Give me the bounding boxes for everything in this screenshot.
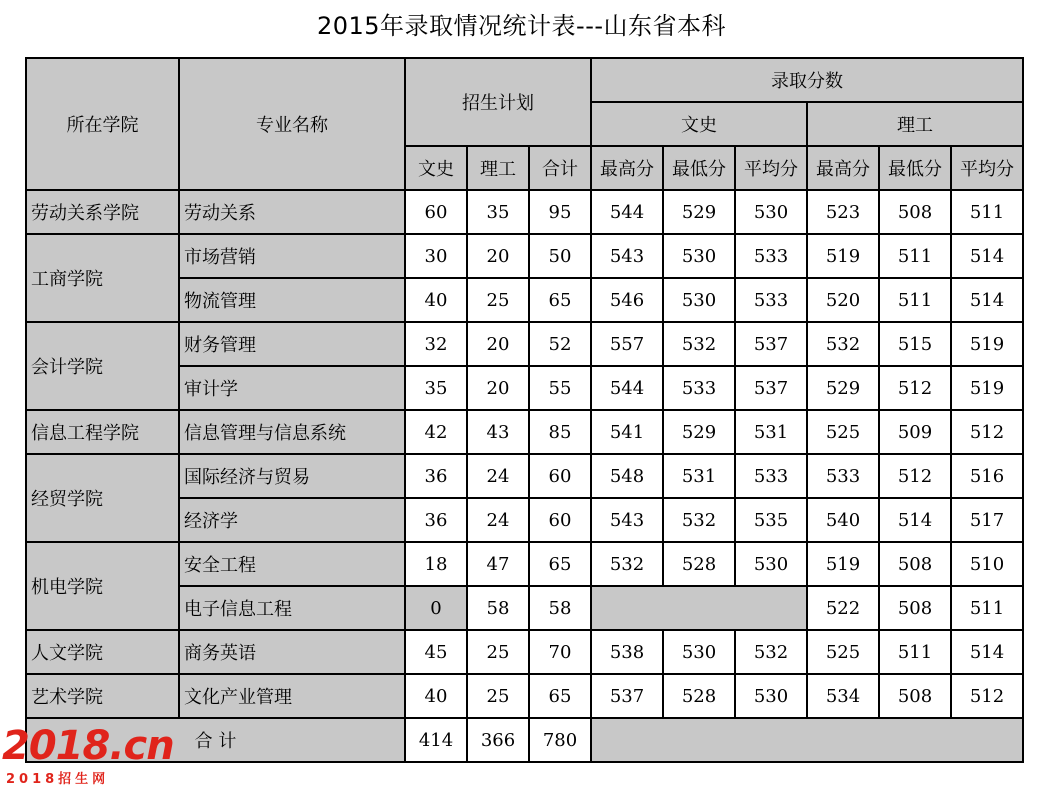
wenshi-min-cell: 530 <box>663 278 735 322</box>
header-plan-wenshi: 文史 <box>405 146 467 190</box>
plan-total-cell: 55 <box>529 366 591 410</box>
total-plan-cell: 780 <box>529 718 591 762</box>
college-name-cell: 会计学院 <box>26 322 179 410</box>
header-plan-total: 合计 <box>529 146 591 190</box>
wenshi-max-cell: 557 <box>591 322 663 366</box>
header-ligong-min: 最低分 <box>879 146 951 190</box>
ligong-max-cell: 534 <box>807 674 879 718</box>
plan-wenshi-cell: 36 <box>405 498 467 542</box>
ligong-avg-cell: 511 <box>951 190 1023 234</box>
plan-total-cell: 70 <box>529 630 591 674</box>
watermark-sub: 2018招生网 <box>6 772 110 787</box>
wenshi-min-cell: 529 <box>663 190 735 234</box>
ligong-avg-cell: 516 <box>951 454 1023 498</box>
plan-ligong-cell: 20 <box>467 234 529 278</box>
plan-ligong-cell: 25 <box>467 630 529 674</box>
wenshi-avg-cell: 537 <box>735 322 807 366</box>
college-name-cell: 人文学院 <box>26 630 179 674</box>
wenshi-avg-cell: 533 <box>735 234 807 278</box>
wenshi-avg-cell: 530 <box>735 542 807 586</box>
wenshi-avg-cell: 533 <box>735 278 807 322</box>
watermark-main: 2018.cn <box>2 723 174 769</box>
college-name-cell: 信息工程学院 <box>26 410 179 454</box>
wenshi-max-cell: 538 <box>591 630 663 674</box>
plan-wenshi-cell: 36 <box>405 454 467 498</box>
wenshi-avg-cell: 537 <box>735 366 807 410</box>
ligong-avg-cell: 519 <box>951 322 1023 366</box>
wenshi-avg-cell: 535 <box>735 498 807 542</box>
ligong-min-cell: 512 <box>879 454 951 498</box>
ligong-avg-cell: 517 <box>951 498 1023 542</box>
ligong-avg-cell: 512 <box>951 674 1023 718</box>
wenshi-min-cell: 528 <box>663 542 735 586</box>
major-name-cell: 国际经济与贸易 <box>179 454 405 498</box>
ligong-avg-cell: 514 <box>951 278 1023 322</box>
table-row <box>26 190 1023 234</box>
ligong-avg-cell: 511 <box>951 586 1023 630</box>
wenshi-min-cell: 532 <box>663 322 735 366</box>
admission-stats-table <box>25 57 1024 763</box>
total-ligong-cell: 366 <box>467 718 529 762</box>
ligong-max-cell: 519 <box>807 234 879 278</box>
ligong-avg-cell: 512 <box>951 410 1023 454</box>
plan-wenshi-cell: 40 <box>405 674 467 718</box>
plan-ligong-cell: 25 <box>467 674 529 718</box>
ligong-min-cell: 514 <box>879 498 951 542</box>
plan-wenshi-cell: 42 <box>405 410 467 454</box>
major-name-cell: 文化产业管理 <box>179 674 405 718</box>
ligong-max-cell: 520 <box>807 278 879 322</box>
header-wenshi: 文史 <box>591 102 807 146</box>
wenshi-max-cell: 544 <box>591 190 663 234</box>
major-name-cell: 安全工程 <box>179 542 405 586</box>
plan-wenshi-cell: 18 <box>405 542 467 586</box>
plan-ligong-cell: 35 <box>467 190 529 234</box>
ligong-min-cell: 511 <box>879 234 951 278</box>
header-ligong-avg: 平均分 <box>951 146 1023 190</box>
header-wenshi-min: 最低分 <box>663 146 735 190</box>
wenshi-avg-cell: 533 <box>735 454 807 498</box>
ligong-max-cell: 523 <box>807 190 879 234</box>
wenshi-min-cell: 531 <box>663 454 735 498</box>
plan-total-cell: 52 <box>529 322 591 366</box>
ligong-max-cell: 525 <box>807 410 879 454</box>
major-name-cell: 劳动关系 <box>179 190 405 234</box>
ligong-min-cell: 511 <box>879 278 951 322</box>
table-row <box>26 234 1023 278</box>
plan-ligong-cell: 24 <box>467 498 529 542</box>
plan-ligong-cell: 47 <box>467 542 529 586</box>
total-label-cell: 合 计 <box>26 718 405 762</box>
wenshi-avg-cell: 530 <box>735 190 807 234</box>
header-wenshi-avg: 平均分 <box>735 146 807 190</box>
header-plan: 招生计划 <box>405 58 591 146</box>
ligong-min-cell: 509 <box>879 410 951 454</box>
plan-wenshi-cell: 60 <box>405 190 467 234</box>
table-row <box>26 542 1023 586</box>
total-row <box>26 718 1023 762</box>
total-wenshi-cell: 414 <box>405 718 467 762</box>
ligong-min-cell: 508 <box>879 586 951 630</box>
ligong-avg-cell: 514 <box>951 630 1023 674</box>
plan-wenshi-cell: 0 <box>405 586 467 630</box>
wenshi-avg-cell: 531 <box>735 410 807 454</box>
wenshi-max-cell: 546 <box>591 278 663 322</box>
plan-total-cell: 65 <box>529 674 591 718</box>
major-name-cell: 物流管理 <box>179 278 405 322</box>
wenshi-max-cell: 548 <box>591 454 663 498</box>
wenshi-min-cell: 533 <box>663 366 735 410</box>
wenshi-min-cell: 528 <box>663 674 735 718</box>
plan-total-cell: 65 <box>529 542 591 586</box>
plan-wenshi-cell: 45 <box>405 630 467 674</box>
ligong-max-cell: 529 <box>807 366 879 410</box>
header-major: 专业名称 <box>179 58 405 190</box>
major-name-cell: 市场营销 <box>179 234 405 278</box>
wenshi-avg-cell: 530 <box>735 674 807 718</box>
page-title: 2015年录取情况统计表---山东省本科 <box>316 12 727 40</box>
major-name-cell: 经济学 <box>179 498 405 542</box>
wenshi-max-cell: 543 <box>591 234 663 278</box>
wenshi-max-cell: 541 <box>591 410 663 454</box>
plan-total-cell: 85 <box>529 410 591 454</box>
college-name-cell: 工商学院 <box>26 234 179 322</box>
ligong-min-cell: 512 <box>879 366 951 410</box>
major-name-cell: 审计学 <box>179 366 405 410</box>
major-name-cell: 财务管理 <box>179 322 405 366</box>
wenshi-min-cell: 530 <box>663 630 735 674</box>
header-ligong-max: 最高分 <box>807 146 879 190</box>
college-name-cell: 艺术学院 <box>26 674 179 718</box>
site-watermark-logo <box>2 722 174 787</box>
table-row <box>26 410 1023 454</box>
plan-total-cell: 58 <box>529 586 591 630</box>
college-name-cell: 经贸学院 <box>26 454 179 542</box>
plan-ligong-cell: 43 <box>467 410 529 454</box>
major-name-cell: 电子信息工程 <box>179 586 405 630</box>
plan-wenshi-cell: 40 <box>405 278 467 322</box>
plan-total-cell: 95 <box>529 190 591 234</box>
ligong-max-cell: 522 <box>807 586 879 630</box>
wenshi-min-cell: 532 <box>663 498 735 542</box>
ligong-max-cell: 532 <box>807 322 879 366</box>
header-plan-ligong: 理工 <box>467 146 529 190</box>
header-scores: 录取分数 <box>591 58 1023 102</box>
table-row <box>26 674 1023 718</box>
ligong-max-cell: 525 <box>807 630 879 674</box>
plan-total-cell: 50 <box>529 234 591 278</box>
plan-ligong-cell: 20 <box>467 366 529 410</box>
plan-total-cell: 60 <box>529 454 591 498</box>
plan-ligong-cell: 24 <box>467 454 529 498</box>
plan-ligong-cell: 20 <box>467 322 529 366</box>
ligong-avg-cell: 514 <box>951 234 1023 278</box>
major-name-cell: 商务英语 <box>179 630 405 674</box>
wenshi-avg-cell: 532 <box>735 630 807 674</box>
wenshi-max-cell: 537 <box>591 674 663 718</box>
wenshi-empty-cell <box>591 586 807 630</box>
table-row <box>26 322 1023 366</box>
ligong-min-cell: 508 <box>879 190 951 234</box>
ligong-avg-cell: 510 <box>951 542 1023 586</box>
plan-wenshi-cell: 35 <box>405 366 467 410</box>
table-row <box>26 630 1023 674</box>
plan-total-cell: 65 <box>529 278 591 322</box>
ligong-max-cell: 533 <box>807 454 879 498</box>
ligong-max-cell: 540 <box>807 498 879 542</box>
college-name-cell: 机电学院 <box>26 542 179 630</box>
plan-wenshi-cell: 32 <box>405 322 467 366</box>
header-wenshi-max: 最高分 <box>591 146 663 190</box>
ligong-max-cell: 519 <box>807 542 879 586</box>
college-name-cell: 劳动关系学院 <box>26 190 179 234</box>
header-college: 所在学院 <box>26 58 179 190</box>
total-empty-cell <box>591 718 1023 762</box>
header-ligong: 理工 <box>807 102 1023 146</box>
wenshi-max-cell: 532 <box>591 542 663 586</box>
wenshi-min-cell: 529 <box>663 410 735 454</box>
ligong-min-cell: 511 <box>879 630 951 674</box>
wenshi-max-cell: 544 <box>591 366 663 410</box>
ligong-min-cell: 508 <box>879 542 951 586</box>
major-name-cell: 信息管理与信息系统 <box>179 410 405 454</box>
ligong-avg-cell: 519 <box>951 366 1023 410</box>
table-row <box>26 454 1023 498</box>
plan-wenshi-cell: 30 <box>405 234 467 278</box>
wenshi-min-cell: 530 <box>663 234 735 278</box>
ligong-min-cell: 508 <box>879 674 951 718</box>
wenshi-max-cell: 543 <box>591 498 663 542</box>
plan-ligong-cell: 58 <box>467 586 529 630</box>
ligong-min-cell: 515 <box>879 322 951 366</box>
plan-total-cell: 60 <box>529 498 591 542</box>
plan-ligong-cell: 25 <box>467 278 529 322</box>
